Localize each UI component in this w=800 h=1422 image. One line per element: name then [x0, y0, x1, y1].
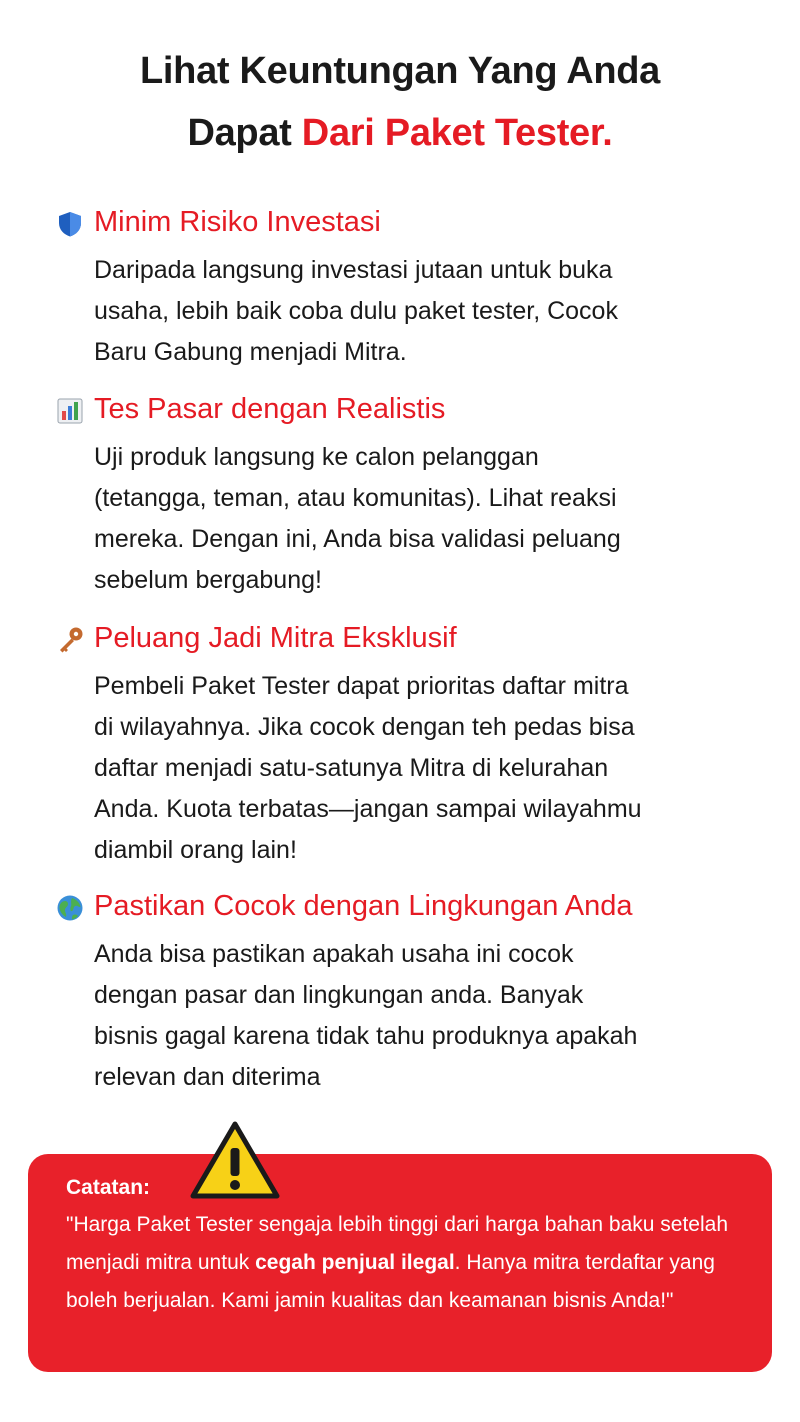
description-line: Baru Gabung menjadi Mitra. [94, 338, 407, 366]
benefit-title: Minim Risiko Investasi [94, 206, 381, 238]
note-label: Catatan: [66, 1176, 151, 1199]
globe-icon [56, 894, 84, 922]
description-line: dengan pasar dan lingkungan anda. Banyak [94, 981, 584, 1009]
title-prefix: Dapat [187, 112, 302, 154]
description-line: mereka. Dengan ini, Anda bisa validasi peluang [94, 525, 621, 553]
description-line: di wilayahnya. Jika cocok dengan teh pedas bisa [94, 713, 635, 741]
description-line: Pembeli Paket Tester dapat prioritas daftar mitra [94, 672, 629, 700]
title-highlight: Dari Paket Tester. [301, 112, 613, 154]
description-line: daftar menjadi satu-satunya Mitra di kelurahan [94, 754, 609, 782]
warning-icon [190, 1120, 280, 1200]
description-line: diambil orang lain! [94, 836, 297, 864]
description-line: bisnis gagal karena tidak tahu produknya apakah [94, 1022, 638, 1050]
description-line: relevan dan diterima [94, 1063, 321, 1091]
note-text [66, 1206, 746, 1320]
note-text-bold: cegah penjual ilegal [255, 1251, 455, 1274]
description-line: Anda. Kuota terbatas—jangan sampai wilayahmu [94, 795, 642, 823]
description-line: Anda bisa pastikan apakah usaha ini cocok [94, 940, 574, 968]
note-box [28, 1154, 772, 1372]
note-text-part: . Hanya mitra terdaftar yang boleh berjualan. Kami jamin kualitas dan keamanan bisnis Anda!" [66, 1251, 715, 1312]
description-line: sebelum bergabung! [94, 566, 322, 594]
benefit-title: Pastikan Cocok dengan Lingkungan Anda [94, 890, 633, 922]
shield-icon [56, 210, 84, 238]
description-line: usaha, lebih baik coba dulu paket tester, Cocok [94, 297, 618, 325]
benefit-description [94, 666, 754, 871]
benefit-description [94, 934, 754, 1098]
key-icon [56, 626, 84, 654]
note-text-part: "Harga Paket Tester sengaja lebih tinggi dari harga bahan baku setelah menjadi mitra untuk [66, 1213, 729, 1274]
benefit-description [94, 437, 754, 601]
benefit-title: Tes Pasar dengan Realistis [94, 393, 446, 425]
bar-chart-icon [56, 397, 84, 425]
benefit-title: Peluang Jadi Mitra Eksklusif [94, 622, 457, 654]
page-title-line-2 [0, 112, 800, 155]
benefit-description [94, 250, 754, 373]
page-title-line-1: Lihat Keuntungan Yang Anda [140, 50, 660, 92]
description-line: (tetangga, teman, atau komunitas). Lihat reaksi [94, 484, 617, 512]
description-line: Uji produk langsung ke calon pelanggan [94, 443, 539, 471]
description-line: Daripada langsung investasi jutaan untuk buka [94, 256, 613, 284]
